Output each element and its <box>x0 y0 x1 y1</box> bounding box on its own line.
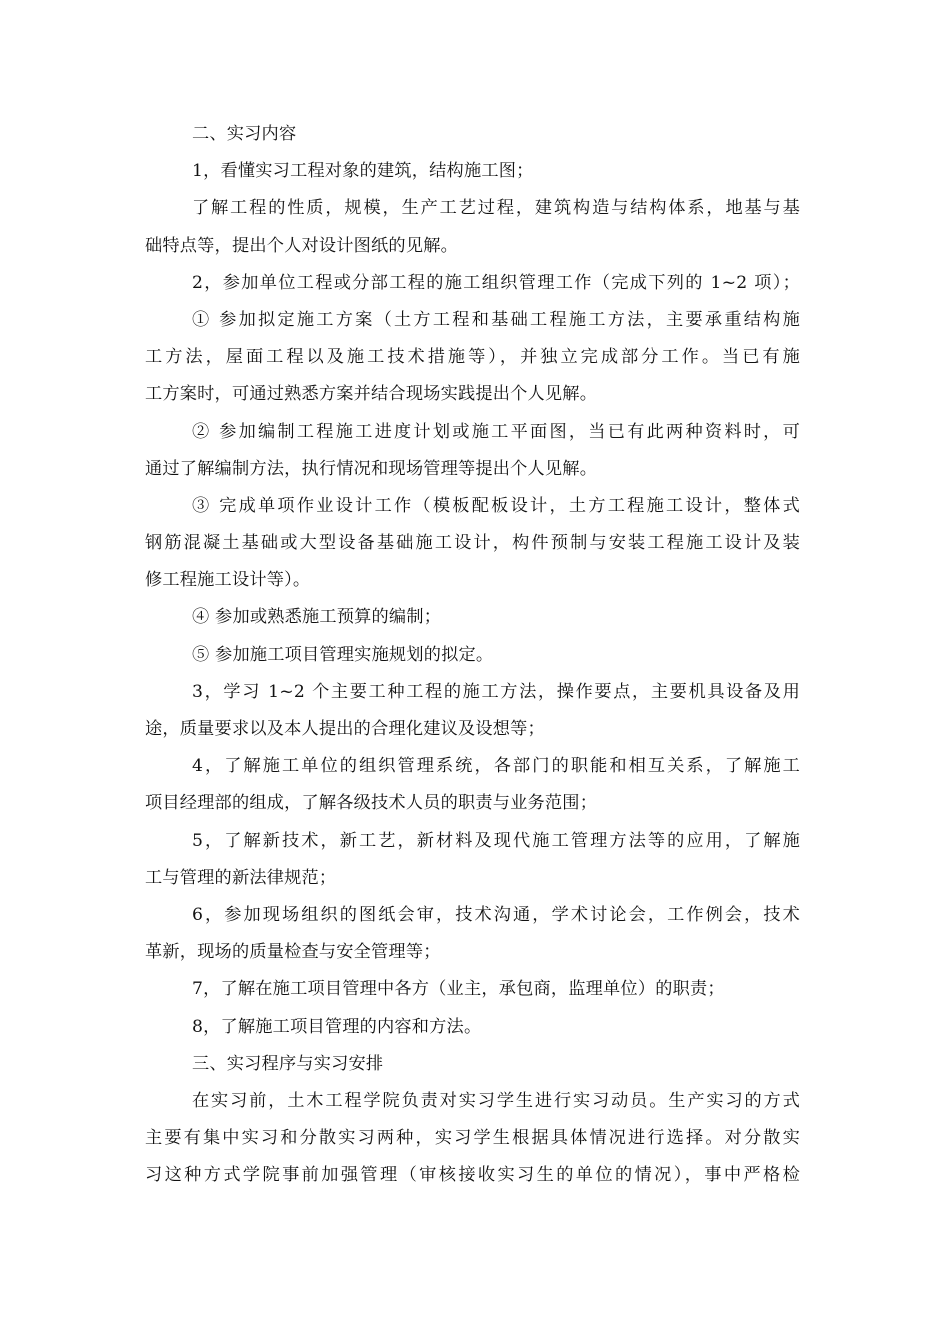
paragraph-line: 在实习前，土木工程学院负责对实习学生进行实习动员。生产实习的方式 <box>192 1090 800 1111</box>
paragraph-line: ② 参加编制工程施工进度计划或施工平面图，当已有此两种资料时，可 <box>192 421 800 442</box>
paragraph-line: 通过了解编制方法，执行情况和现场管理等提出个人见解。 <box>145 458 598 479</box>
paragraph-line: ① 参加拟定施工方案（土方工程和基础工程施工方法，主要承重结构施 <box>192 309 800 330</box>
paragraph-line: 4，了解施工单位的组织管理系统，各部门的职能和相互关系，了解施工 <box>192 756 800 777</box>
paragraph-line: 2，参加单位工程或分部工程的施工组织管理工作（完成下列的 1~2 项）； <box>192 272 800 293</box>
paragraph-line: 5，了解新技术，新工艺，新材料及现代施工管理方法等的应用，了解施 <box>192 830 800 851</box>
paragraph-line: 途，质量要求以及本人提出的合理化建议及设想等； <box>145 719 545 739</box>
paragraph-line: ④ 参加或熟悉施工预算的编制； <box>192 607 442 628</box>
paragraph-line: 工方案时，可通过熟悉方案并结合现场实践提出个人见解。 <box>145 384 598 405</box>
paragraph-line: 础特点等，提出个人对设计图纸的见解。 <box>145 235 458 256</box>
paragraph-line: 1，看懂实习工程对象的建筑，结构施工图； <box>192 161 534 182</box>
paragraph-line: 3，学习 1~2 个主要工种工程的施工方法，操作要点，主要机具设备及用 <box>192 681 800 702</box>
paragraph-line: 习这种方式学院事前加强管理（审核接收实习生的单位的情况），事中严格检 <box>145 1165 800 1186</box>
section-heading-internship-content: 二、实习内容 <box>192 124 297 144</box>
paragraph-line: 革新，现场的质量检查与安全管理等； <box>145 942 441 963</box>
paragraph-line: 8，了解施工项目管理的内容和方法。 <box>192 1016 482 1037</box>
paragraph-line: 主要有集中实习和分散实习两种，实习学生根据具体情况进行选择。对分散实 <box>145 1128 800 1149</box>
document-body <box>145 116 800 1194</box>
paragraph-line: 项目经理部的组成，了解各级技术人员的职责与业务范围； <box>145 793 598 814</box>
paragraph-line: 7，了解在施工项目管理中各方（业主，承包商，监理单位）的职责； <box>192 979 725 1000</box>
paragraph-line: 钢筋混凝土基础或大型设备基础施工设计，构件预制与安装工程施工设计及装 <box>145 533 800 554</box>
paragraph-line: 修工程施工设计等）。 <box>145 570 311 591</box>
paragraph-line: 工与管理的新法律规范； <box>145 867 337 888</box>
paragraph-line: ③ 完成单项作业设计工作（模板配板设计，土方工程施工设计，整体式 <box>192 495 800 516</box>
paragraph-line: ⑤ 参加施工项目管理实施规划的拟定。 <box>192 644 494 665</box>
paragraph-line: 工方法，屋面工程以及施工技术措施等），并独立完成部分工作。当已有施 <box>145 347 800 368</box>
paragraph-line: 6，参加现场组织的图纸会审，技术沟通，学术讨论会，工作例会，技术 <box>192 904 800 925</box>
section-heading-internship-procedure: 三、实习程序与实习安排 <box>192 1053 384 1074</box>
paragraph-line: 了解工程的性质，规模，生产工艺过程，建筑构造与结构体系，地基与基 <box>192 198 800 219</box>
